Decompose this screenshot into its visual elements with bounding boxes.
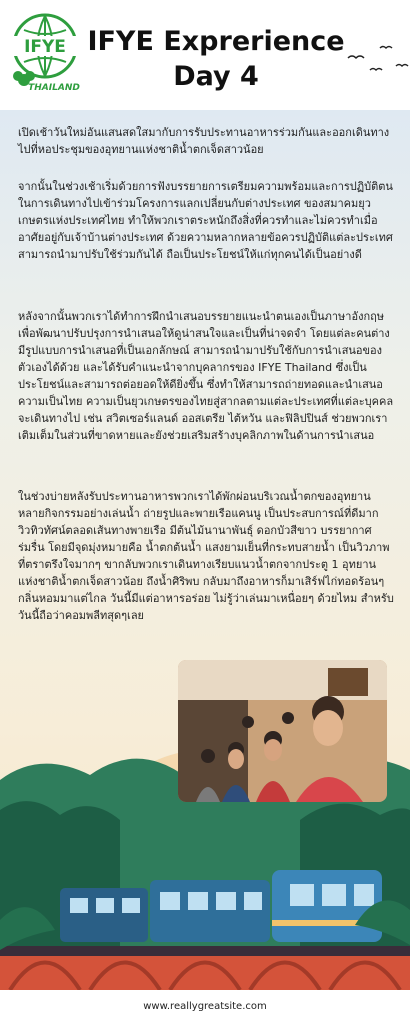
paragraph-2: จากนั้นในช่วงเช้าเริ่มด้วยการฟังบรรยายการเตรียมความพร้อมและการปฏิบัติตนในการเดินทางไปเข้าร่วมโครงการแลกเปลี่ยนกับต่างประเทศ ของสมาคมยุวเกษตรแห่งประเทศไทย ทำให้พวกเราตระหนักถึงสิ่งที่ควรทำและไม่ควรทำเมื่ออาศัยอยู่กับเจ้าบ้านต่างประเทศ ด้วยความหลากหลายข้อควรปฏิบัติแต่ละประเทศ สามารถนำมาปรับใช้ร่วมกันได้ ถือเป็นประโยชน์ให้แก่ทุกคนได้เป็นอย่างดี [18, 180, 393, 261]
logo-text: IFYE [24, 37, 66, 57]
page-title [86, 24, 346, 94]
paragraph-4: ในช่วงบ่ายหลังรับประทานอาหารพวกเราได้พักผ่อนบริเวณน้ำตกของอุทยานหลายกิจกรรมอย่างเล่นน้ำ ถ่ายรูปและพายเรือแคนนู เป็นประสบการณ์ที่ดีมาก วิวทิวทัศน์ตลอดเส้นทางพายเรือ มีต้นไม้นานาพันธุ์ ดอกบัวสีขาว บรรยากาศร่มรื่น โดยมีจุดมุ่งหมายคือ น้ำตกต้นน้ำ แสงยามเย็นที่กระทบสายน้ำ เป็นวิวภาพที่ตราตรึงใจมากๆ ขากลับพวกเราเดินทางเรียบแนวน้ำตกจากประตู 1 อุทยานแห่งชาติน้ำตกเจ็ดสาวน้อย ถึงน้ำศิริพบ กลับมาถึงอาหารก็มาเสิร์ฟไก่ทอดร้อนๆ กลิ่นหอมมาแต่ไกล วันนี้มีแต่อาหารอร่อย ไม่รู้ว่าเล่นมาเหนื่อยๆ ด้วยไหม สำหรับวันนี้ถือว่าคอมพลีทสุดๆเลย [18, 490, 394, 622]
footer [0, 990, 410, 1024]
group-selfie-photo [178, 660, 387, 802]
title-line-1: IFYE Exprerience [87, 26, 345, 57]
paragraph-1: เปิดเช้าวันใหม่อันแสนสดใสมากับการรับประทานอาหารร่วมกันและออกเดินทางไปที่หอประชุมของอุทยานแห่งชาติน้ำตกเจ็ดสาวน้อย [18, 126, 390, 156]
website-url: www.reallygreatsite.com [143, 1001, 267, 1012]
title-line-2: Day 4 [173, 61, 259, 92]
ifye-logo [10, 10, 80, 95]
birds-decoration [340, 40, 410, 80]
logo-subtext: THAILAND [28, 83, 80, 93]
header [0, 0, 410, 110]
paragraph-3: หลังจากนั้นพวกเราได้ทำการฝึกนำเสนอบรรยายแนะนำตนเองเป็นภาษาอังกฤษ เพื่อพัฒนาปรับปรุงการนำเสนอให้ดูน่าสนใจและเป็นที่น่าจดจำ โดยแต่ละคนต่างมีรูปแบบการนำเสนอที่เป็นเอกลักษณ์ สามารถนำมาปรับใช้กับการนำเสนอของตัวเองได้ด้วย และได้รับคำแนะนำจากบุคลากรของ IFYE Thailand ซึ่งเป็นประโยชน์และสามารถต่อยอดให้ดียิ่งขึ้น ซึ่งทำให้สามารถถ่ายทอดและนำเสนอความเป็นไทย ความเป็นยุวเกษตรของไทยสู่สากลตามแต่ละประเทศที่แต่ละบุคคลจะเดินทางไป เช่น สวิตเซอร์แลนด์ ออสเตรีย ไต้หวัน และฟิลิปปินส์ ช่วยพวกเราเติมเต็มในส่วนที่ขาดหายและยังช่วยเสริมสร้างบุคลิกภาพในด้านการนำเสนอ [18, 310, 394, 442]
